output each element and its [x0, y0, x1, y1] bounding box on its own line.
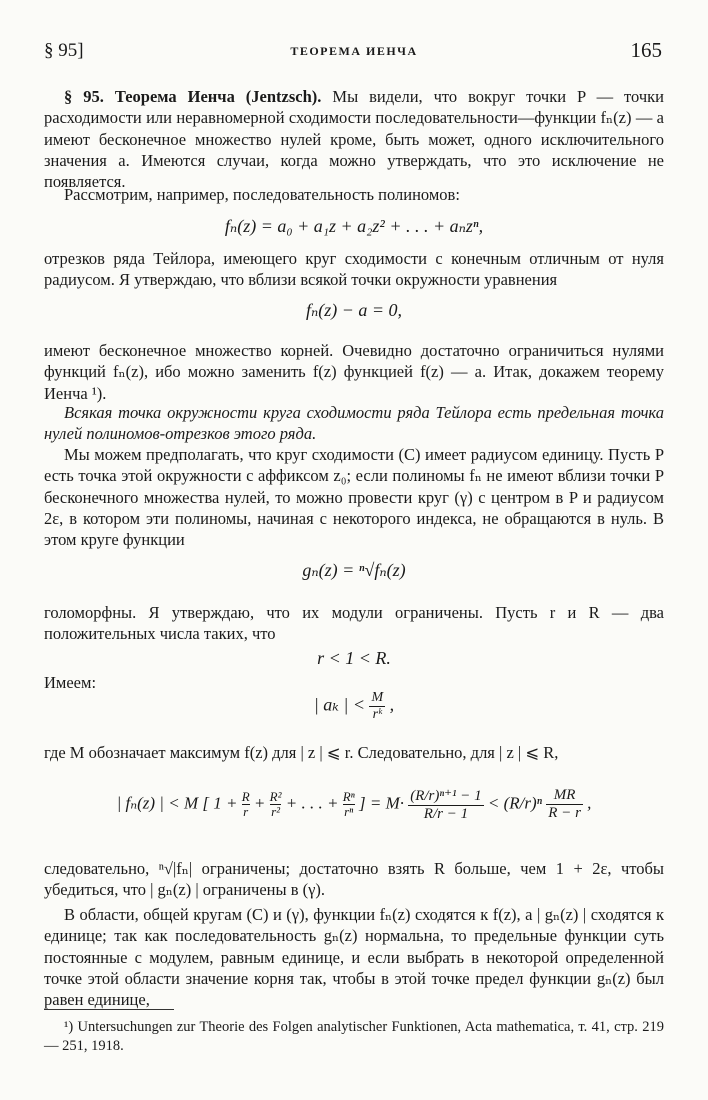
footnote: ¹) Untersuchungen zur Theorie des Folgen analytischer Funktionen, Acta mathematica, т. 41, стр. 219 — 251, 1918.: [44, 1019, 664, 1054]
header-section: § 95]: [44, 40, 84, 61]
paragraph-3: отрезков ряда Тейлора, имеющего круг сходимости с конечным отличным от нуля радиусом. Я утверждаю, что вблизи всякой точки окружности уравнения: [44, 249, 664, 290]
paragraph-4: имеют бесконечное множество корней. Очевидно достаточно ограничиться нулями функций fₙ(z), ибо можно заменить f(z) функцией f(z) — a. Итак, докажем теорему Иенча ¹).: [44, 341, 664, 403]
running-header: [44, 38, 664, 68]
page-number: 165: [630, 38, 662, 62]
equation-polynomial: fₙ(z) = a₀ + a₁z + a₂z² + . . . + aₙzⁿ,: [224, 216, 484, 236]
paragraph-8: где M обозначает максимум f(z) для | z | ⩽ r. Следовательно, для | z | ⩽ R,: [44, 743, 559, 762]
paragraph-2: Рассмотрим, например, последовательность полиномов:: [64, 185, 460, 204]
equation-roots: fₙ(z) − a = 0,: [305, 300, 403, 320]
header-title: ТЕОРЕМА ИЕНЧА: [290, 44, 418, 58]
equation-inequality: r < 1 < R.: [317, 648, 391, 668]
equation-root-function: gₙ(z) = ⁿ√fₙ(z): [302, 560, 406, 580]
theorem-statement: Всякая точка окружности круга сходимости ряда Тейлора есть предельная точка нулей полиномов-отрезков этого ряда.: [44, 403, 664, 444]
paragraph-5: Мы можем предполагать, что круг сходимости (C) имеет радиусом единицу. Пусть P есть точка этой окружности с аффиксом z₀; если полиномы fₙ не имеют вблизи точки P бесконечного множества нулей, то можно провести круг (γ) с центром в P и радиусом 2ε, в котором эти полиномы, начиная с некоторого индекса, не обращаются в нуль. В этом круге функции: [44, 445, 664, 550]
paragraph-1-body: Мы видели, что вокруг точки P — точки расходимости или неравномерной сходимости последовательности—функции fₙ(z) — a имеют бесконечное множество нулей кроме, быть может, одного исключительного значения a. Имеются случаи, когда можно утверждать, что это исключение не появляется.: [44, 87, 665, 192]
paragraph-9: следовательно, ⁿ√|fₙ| ограничены; достаточно взять R больше, чем 1 + 2ε, чтобы убедиться, что | gₙ(z) | ограничены в (γ).: [44, 859, 664, 900]
paragraph-1: [44, 86, 664, 192]
footnote-rule: [44, 1009, 174, 1010]
equation-modulus-bound: | fₙ(z) | < M [ 1 + $\frac{R}{r}$ + $\frac{\text{R²}}{\text{r²}}$ + . . . + $\frac{\text{Rⁿ}}{\text{rⁿ}}$ ] = M· $\frac{\text{(R/r)ⁿ⁺¹ − 1}}{R/r - 1}$ < (R/r)ⁿ $\frac{MR}{R - r}$ ,: [116, 787, 592, 822]
paragraph-7: Имеем:: [44, 673, 97, 692]
paragraph-6: голоморфны. Я утверждаю, что их модули ограничены. Пусть r и R — два положительных числа таких, что: [44, 603, 664, 644]
section-heading: § 95. Теорема Иенча (Jentzsch).: [64, 87, 322, 106]
paragraph-10: В области, общей кругам (C) и (γ), функции fₙ(z) сходятся к f(z), а | gₙ(z) | сходятся к единице; так как последовательность gₙ(z) нормальна, то предельные функции суть постоянные с модулем, равным единице, и если выбрать в некоторой определенной точке этой области значение корня так, чтобы в этой точке предел функции gₙ(z) был равен единице,: [44, 905, 664, 1010]
equation-coefficient-bound: | aₖ | < $\frac{M}{\text{rᵏ}}$ ,: [313, 690, 395, 722]
